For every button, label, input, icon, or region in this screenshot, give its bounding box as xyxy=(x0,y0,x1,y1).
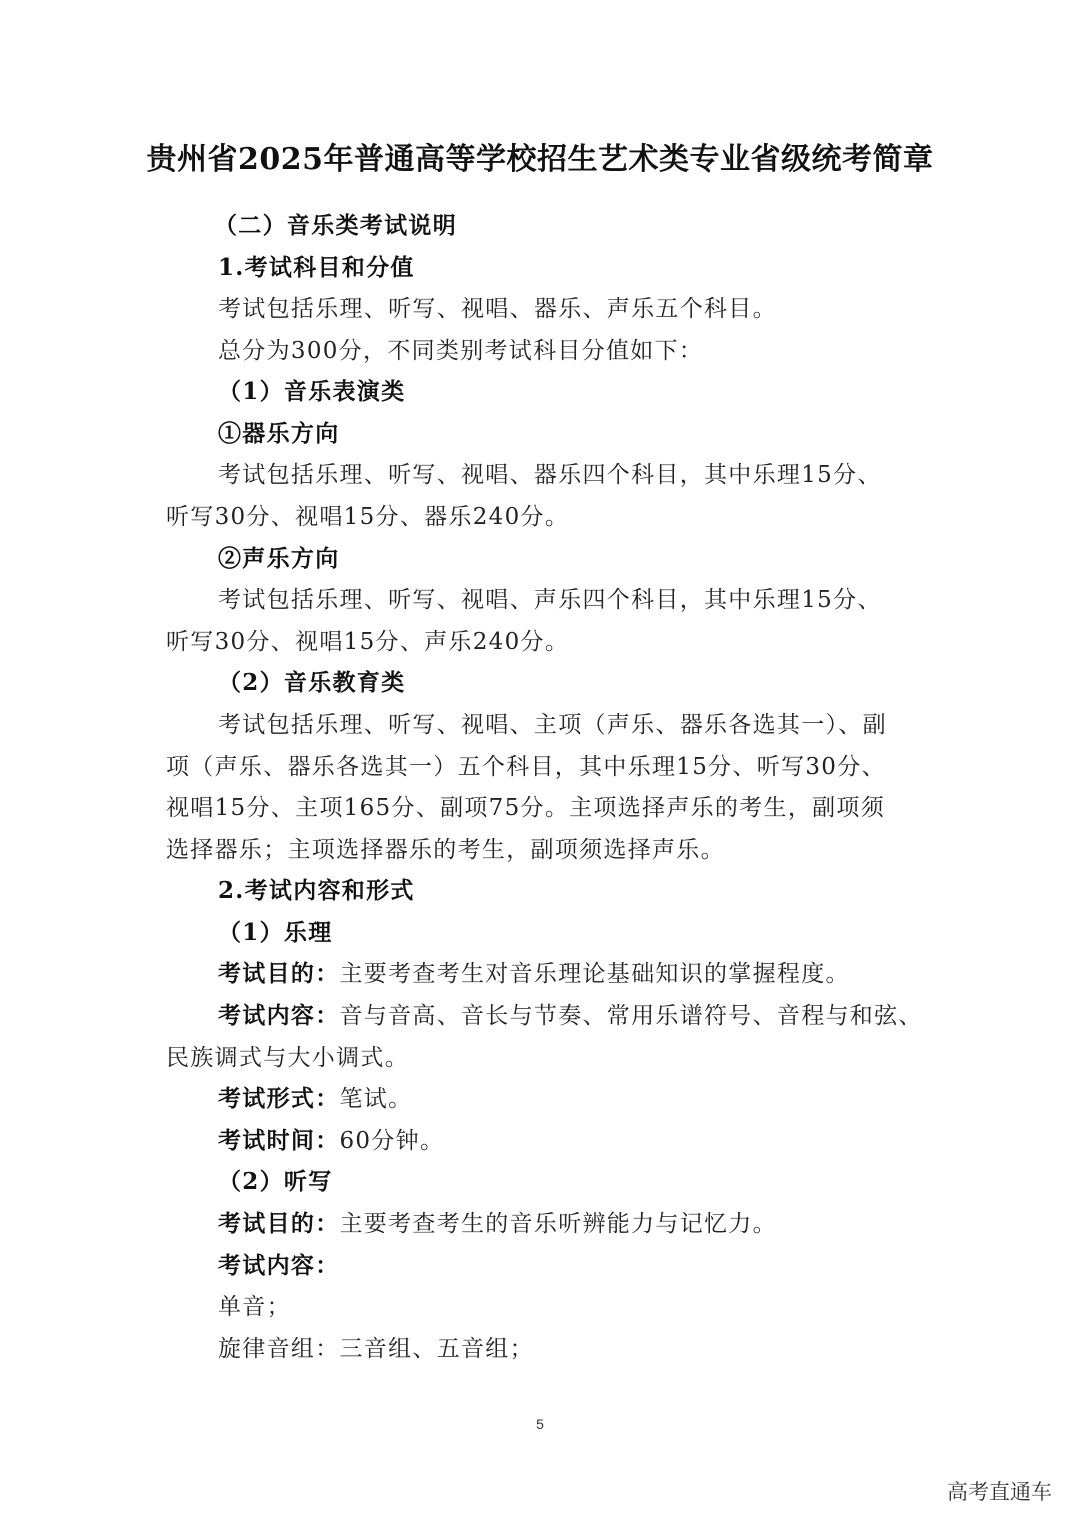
paragraph-line: 考试包括乐理、听写、视唱、主项（声乐、器乐各选其一）、副 xyxy=(218,712,887,738)
field-line xyxy=(218,1084,412,1114)
field-label: 考试目的： xyxy=(218,960,340,987)
subject-heading: （1）乐理 xyxy=(218,919,333,946)
field-value: 主要考查考生对音乐理论基础知识的掌握程度。 xyxy=(339,961,850,987)
subject-heading: （2）听写 xyxy=(218,1168,333,1195)
field-value: 笔试。 xyxy=(339,1086,413,1112)
paragraph-line: 民族调式与大小调式。 xyxy=(166,1045,409,1071)
paragraph-line: 总分为300分，不同类别考试科目分值如下： xyxy=(218,338,704,364)
paragraph-line: 项（声乐、器乐各选其一）五个科目，其中乐理15分、听写30分、 xyxy=(166,754,886,780)
category-heading: （2）音乐教育类 xyxy=(218,669,406,696)
field-value: 音与音高、音长与节奏、常用乐谱符号、音程与和弦、 xyxy=(339,1003,923,1029)
section-heading: （二）音乐类考试说明 xyxy=(214,212,457,239)
page-number: 5 xyxy=(536,1416,544,1432)
field-label: 考试时间： xyxy=(218,1127,340,1154)
paragraph-line: 考试包括乐理、听写、视唱、声乐四个科目，其中乐理15分、 xyxy=(218,587,882,613)
paragraph-line: 选择器乐；主项选择器乐的考生，副项须选择声乐。 xyxy=(166,837,725,863)
subsection-heading: 2.考试内容和形式 xyxy=(218,877,415,904)
paragraph-line: 视唱15分、主项165分、副项75分。主项选择声乐的考生，副项须 xyxy=(166,795,886,821)
brand-watermark: 高考直通车 xyxy=(947,1480,1052,1504)
field-line xyxy=(218,1209,777,1239)
list-line: 单音； xyxy=(218,1294,291,1320)
field-line xyxy=(218,1126,444,1156)
field-label: 考试形式： xyxy=(218,1085,340,1112)
field-value: 60分钟。 xyxy=(339,1128,445,1154)
subsection-heading: 1.考试科目和分值 xyxy=(218,254,415,281)
document-title: 贵州省2025年普通高等学校招生艺术类专业省级统考简章 xyxy=(146,142,934,177)
direction-heading: ①器乐方向 xyxy=(218,420,340,447)
field-line xyxy=(218,959,850,989)
paragraph-line: 考试包括乐理、听写、视唱、器乐、声乐五个科目。 xyxy=(218,296,777,322)
field-label: 考试内容： xyxy=(218,1002,340,1029)
list-line: 旋律音组：三音组、五音组； xyxy=(218,1336,534,1362)
direction-heading: ②声乐方向 xyxy=(218,545,340,572)
field-value: 主要考查考生的音乐听辨能力与记忆力。 xyxy=(339,1211,777,1237)
paragraph-line: 听写30分、视唱15分、器乐240分。 xyxy=(166,504,570,530)
field-label: 考试目的： xyxy=(218,1210,340,1237)
field-label: 考试内容： xyxy=(218,1252,340,1279)
paragraph-line: 听写30分、视唱15分、声乐240分。 xyxy=(166,629,570,655)
paragraph-line: 考试包括乐理、听写、视唱、器乐四个科目，其中乐理15分、 xyxy=(218,462,882,488)
field-line xyxy=(218,1001,923,1031)
category-heading: （1）音乐表演类 xyxy=(218,378,406,405)
